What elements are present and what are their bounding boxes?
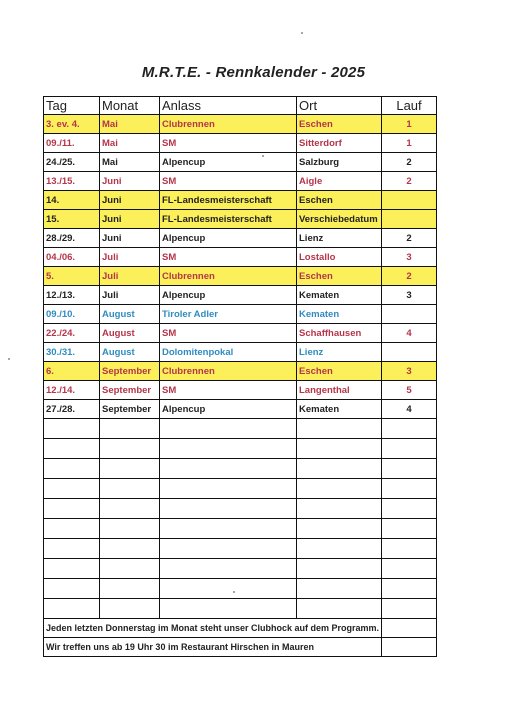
empty-cell xyxy=(160,439,297,459)
cell-lauf: 2 xyxy=(382,229,437,248)
empty-cell xyxy=(382,539,437,559)
cell-anlass: SM xyxy=(160,381,297,400)
empty-cell xyxy=(160,579,297,599)
cell-lauf xyxy=(382,191,437,210)
cell-ort: Verschiebedatum xyxy=(297,210,382,229)
empty-cell xyxy=(160,419,297,439)
cell-tag: 12./14. xyxy=(44,381,100,400)
cell-monat: Juli xyxy=(100,248,160,267)
empty-cell xyxy=(160,519,297,539)
table-row xyxy=(44,400,437,419)
empty-cell xyxy=(44,599,100,619)
empty-cell xyxy=(297,419,382,439)
cell-monat: Juni xyxy=(100,172,160,191)
empty-row xyxy=(44,479,437,499)
cell-ort: Aigle xyxy=(297,172,382,191)
empty-row xyxy=(44,539,437,559)
note-empty-cell xyxy=(382,619,437,638)
cell-ort: Schaffhausen xyxy=(297,324,382,343)
cell-monat: Juni xyxy=(100,191,160,210)
cell-anlass: Alpencup xyxy=(160,229,297,248)
cell-tag: 13./15. xyxy=(44,172,100,191)
note-row xyxy=(44,619,437,638)
cell-ort: Eschen xyxy=(297,115,382,134)
table-row xyxy=(44,362,437,381)
cell-anlass: Dolomitenpokal xyxy=(160,343,297,362)
cell-monat: September xyxy=(100,362,160,381)
cell-monat: Mai xyxy=(100,153,160,172)
header-anlass: Anlass xyxy=(160,97,297,115)
table-row xyxy=(44,229,437,248)
empty-cell xyxy=(100,579,160,599)
empty-cell xyxy=(44,579,100,599)
empty-cell xyxy=(100,559,160,579)
empty-cell xyxy=(100,459,160,479)
scan-speck xyxy=(301,32,303,34)
cell-tag: 15. xyxy=(44,210,100,229)
empty-cell xyxy=(160,479,297,499)
empty-cell xyxy=(44,439,100,459)
empty-cell xyxy=(44,519,100,539)
cell-ort: Kematen xyxy=(297,400,382,419)
table-row xyxy=(44,153,437,172)
empty-cell xyxy=(160,539,297,559)
table-row xyxy=(44,267,437,286)
table-row xyxy=(44,134,437,153)
cell-tag: 22./24. xyxy=(44,324,100,343)
cell-monat: Mai xyxy=(100,115,160,134)
cell-monat: August xyxy=(100,305,160,324)
cell-lauf xyxy=(382,210,437,229)
header-tag: Tag xyxy=(44,97,100,115)
cell-anlass: SM xyxy=(160,172,297,191)
empty-cell xyxy=(382,559,437,579)
header-monat: Monat xyxy=(100,97,160,115)
empty-cell xyxy=(382,419,437,439)
empty-cell xyxy=(297,479,382,499)
table-row xyxy=(44,248,437,267)
empty-row xyxy=(44,439,437,459)
cell-ort: Lienz xyxy=(297,229,382,248)
cell-lauf xyxy=(382,305,437,324)
header-lauf: Lauf xyxy=(382,97,437,115)
empty-row xyxy=(44,519,437,539)
clubhock-note: Wir treffen uns ab 19 Uhr 30 im Restaurant Hirschen in Mauren xyxy=(44,638,382,657)
empty-cell xyxy=(297,499,382,519)
empty-cell xyxy=(160,499,297,519)
table-row xyxy=(44,286,437,305)
table-row xyxy=(44,343,437,362)
table-row xyxy=(44,191,437,210)
table-row xyxy=(44,172,437,191)
cell-anlass: SM xyxy=(160,134,297,153)
cell-tag: 30./31. xyxy=(44,343,100,362)
cell-ort: Salzburg xyxy=(297,153,382,172)
table-row xyxy=(44,324,437,343)
cell-ort: Kematen xyxy=(297,305,382,324)
cell-monat: September xyxy=(100,381,160,400)
empty-cell xyxy=(297,439,382,459)
empty-cell xyxy=(100,499,160,519)
empty-row xyxy=(44,419,437,439)
cell-ort: Lienz xyxy=(297,343,382,362)
empty-cell xyxy=(100,539,160,559)
empty-cell xyxy=(382,499,437,519)
cell-ort: Lostallo xyxy=(297,248,382,267)
empty-cell xyxy=(100,419,160,439)
cell-anlass: Alpencup xyxy=(160,286,297,305)
cell-tag: 12./13. xyxy=(44,286,100,305)
cell-lauf: 4 xyxy=(382,400,437,419)
empty-cell xyxy=(160,559,297,579)
empty-cell xyxy=(160,599,297,619)
empty-cell xyxy=(297,599,382,619)
empty-cell xyxy=(44,559,100,579)
cell-tag: 24./25. xyxy=(44,153,100,172)
table-body xyxy=(44,115,437,657)
empty-cell xyxy=(160,459,297,479)
empty-cell xyxy=(297,559,382,579)
table-row xyxy=(44,381,437,400)
empty-cell xyxy=(382,459,437,479)
empty-cell xyxy=(382,439,437,459)
race-calendar-table xyxy=(43,96,437,657)
cell-lauf: 3 xyxy=(382,286,437,305)
table-row xyxy=(44,305,437,324)
note-empty-cell xyxy=(382,638,437,657)
empty-row xyxy=(44,559,437,579)
cell-tag: 09./11. xyxy=(44,134,100,153)
cell-tag: 14. xyxy=(44,191,100,210)
table-row xyxy=(44,210,437,229)
empty-row xyxy=(44,579,437,599)
cell-anlass: Clubrennen xyxy=(160,115,297,134)
cell-lauf: 2 xyxy=(382,267,437,286)
cell-tag: 04./06. xyxy=(44,248,100,267)
cell-ort: Eschen xyxy=(297,362,382,381)
cell-anlass: Clubrennen xyxy=(160,362,297,381)
cell-anlass: Alpencup xyxy=(160,153,297,172)
cell-lauf: 3 xyxy=(382,248,437,267)
scan-speck xyxy=(233,591,235,593)
empty-row xyxy=(44,459,437,479)
empty-cell xyxy=(44,499,100,519)
empty-cell xyxy=(382,479,437,499)
cell-tag: 28./29. xyxy=(44,229,100,248)
cell-tag: 6. xyxy=(44,362,100,381)
scan-speck xyxy=(8,358,10,360)
cell-monat: Mai xyxy=(100,134,160,153)
cell-lauf: 5 xyxy=(382,381,437,400)
empty-cell xyxy=(44,459,100,479)
cell-tag: 3. ev. 4. xyxy=(44,115,100,134)
empty-cell xyxy=(44,419,100,439)
cell-tag: 09./10. xyxy=(44,305,100,324)
cell-ort: Eschen xyxy=(297,191,382,210)
empty-row xyxy=(44,499,437,519)
cell-tag: 5. xyxy=(44,267,100,286)
cell-monat: Juli xyxy=(100,267,160,286)
empty-cell xyxy=(100,479,160,499)
cell-anlass: Alpencup xyxy=(160,400,297,419)
empty-cell xyxy=(297,459,382,479)
empty-cell xyxy=(100,519,160,539)
cell-anlass: Clubrennen xyxy=(160,267,297,286)
cell-anlass: FL-Landesmeisterschaft xyxy=(160,210,297,229)
cell-monat: Juli xyxy=(100,286,160,305)
cell-ort: Kematen xyxy=(297,286,382,305)
empty-cell xyxy=(100,439,160,459)
cell-lauf: 2 xyxy=(382,153,437,172)
cell-anlass: SM xyxy=(160,324,297,343)
cell-ort: Eschen xyxy=(297,267,382,286)
note-row xyxy=(44,638,437,657)
empty-cell xyxy=(44,479,100,499)
cell-tag: 27./28. xyxy=(44,400,100,419)
clubhock-note: Jeden letzten Donnerstag im Monat steht unser Clubhock auf dem Programm. xyxy=(44,619,382,638)
empty-cell xyxy=(382,599,437,619)
empty-cell xyxy=(44,539,100,559)
cell-ort: Langenthal xyxy=(297,381,382,400)
empty-cell xyxy=(382,579,437,599)
empty-row xyxy=(44,599,437,619)
empty-cell xyxy=(100,599,160,619)
cell-monat: August xyxy=(100,343,160,362)
cell-anlass: SM xyxy=(160,248,297,267)
cell-anlass: Tiroler Adler xyxy=(160,305,297,324)
cell-lauf: 1 xyxy=(382,115,437,134)
calendar-title: M.R.T.E. - Rennkalender - 2025 xyxy=(141,64,366,81)
cell-lauf xyxy=(382,343,437,362)
header-ort: Ort xyxy=(297,97,382,115)
table-header-row xyxy=(44,97,437,115)
cell-monat: Juni xyxy=(100,229,160,248)
table-row xyxy=(44,115,437,134)
cell-lauf: 4 xyxy=(382,324,437,343)
scan-speck xyxy=(262,155,264,157)
empty-cell xyxy=(297,519,382,539)
cell-anlass: FL-Landesmeisterschaft xyxy=(160,191,297,210)
cell-monat: August xyxy=(100,324,160,343)
empty-cell xyxy=(382,519,437,539)
cell-ort: Sitterdorf xyxy=(297,134,382,153)
empty-cell xyxy=(297,579,382,599)
cell-lauf: 2 xyxy=(382,172,437,191)
empty-cell xyxy=(297,539,382,559)
cell-monat: Juni xyxy=(100,210,160,229)
cell-lauf: 3 xyxy=(382,362,437,381)
cell-lauf: 1 xyxy=(382,134,437,153)
cell-monat: September xyxy=(100,400,160,419)
